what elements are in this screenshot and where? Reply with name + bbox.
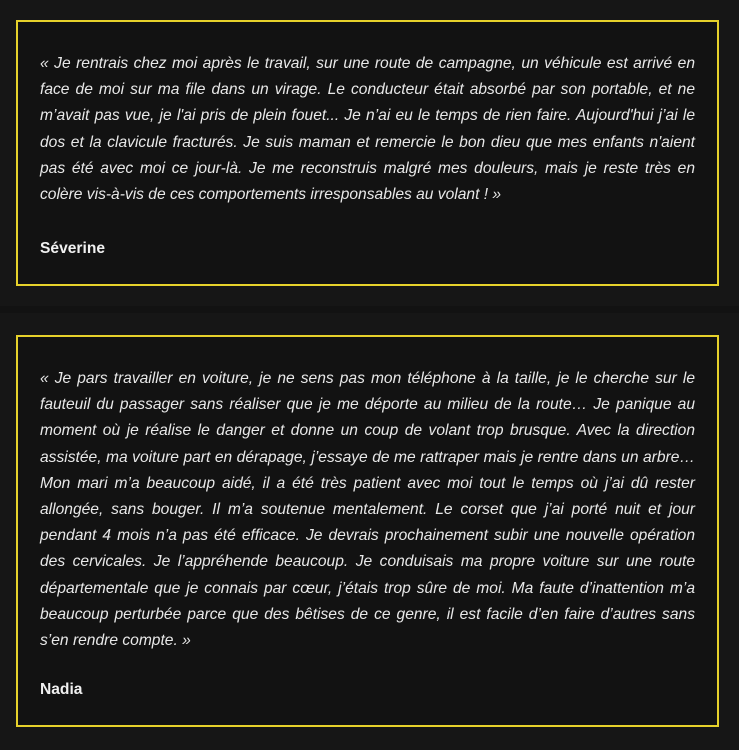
testimonial-card bbox=[0, 0, 739, 306]
testimonial-quote: « Je pars travailler en voiture, je ne sens pas mon téléphone à la taille, je le cherche sur le fauteuil du passager sans réaliser que je me déporte au milieu de la route… Je panique au moment où je réalise le danger et donne un coup de volant trop brusque. Avec la direction assistée, ma voiture part en dérapage, j’essaye de me rattraper mais je rentre dans un arbre… Mon mari m’a beaucoup aidé, il a été très patient avec moi tout le temps où j’ai dû rester allongée, sans bouger. Il m’a soutenue mentalement. Le corset que j’ai porté nuit et jour pendant 4 mois n’a pas été efficace. Je devrais prochainement subir une nouvelle opération des cervicales. Je l’appréhende beaucoup. Je conduisais ma propre voiture sur une route départementale que je connais par cœur, j’étais trop sûre de moi. Ma faute d’inattention m’a beaucoup perturbée parce que des bêtises de ce genre, il est facile d’en faire d’autres sans s’en rendre compte. » bbox=[40, 370, 695, 650]
testimonial-quote: « Je rentrais chez moi après le travail, sur une route de campagne, un véhicule est arrivé en face de moi sur ma file dans un virage. Le conducteur était absorbé par son portable, et ne m’avait pas vue, je l'ai pris de plein fouet... Je n’ai eu le temps de rien faire. Aujourd'hui j’ai le dos et la clavicule fracturés. Je suis maman et remercie le bon dieu que mes enfants n'aient pas été avec moi ce jour-là. Je me reconstruis malgré mes douleurs, mais je reste très en colère vis-à-vis de ces comportements irresponsables au volant ! » bbox=[40, 55, 695, 204]
testimonial-author: Nadia bbox=[40, 681, 83, 698]
testimonial-author: Séverine bbox=[40, 240, 106, 257]
testimonial-card bbox=[0, 313, 739, 750]
testimonial-frame bbox=[16, 20, 719, 286]
testimonial-frame bbox=[16, 335, 719, 727]
